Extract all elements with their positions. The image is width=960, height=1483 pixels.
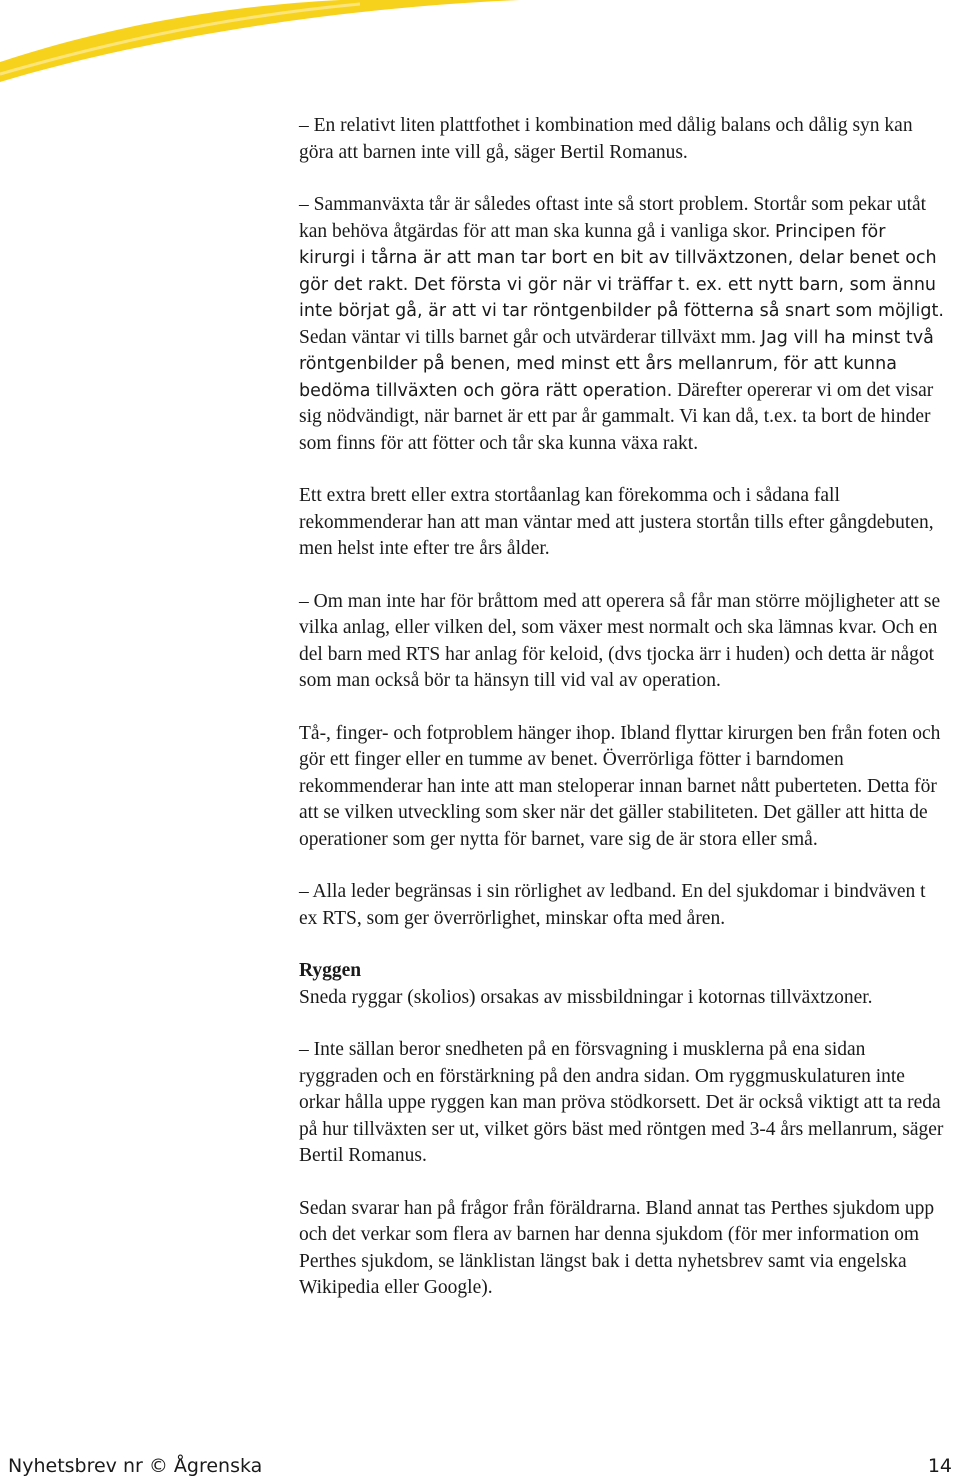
paragraph-1: – En relativt liten plattfothet i kombination med dålig balans och dålig syn kan göra att barnen inte vill gå, säger Bertil Romanus. [299,115,913,163]
footer-publication: Nyhetsbrev nr © Ågrenska [8,1455,263,1477]
paragraph-9: Sedan svarar han på frågor från föräldrarna. Bland annat tas Perthes sjukdom upp och det verkar som flera av barnen har denna sjukdom (för mer information om Perthes sjukdom, se länklistan längst bak i detta nyhetsbrev samt via engelska Wikipedia eller Google). [299,1197,935,1298]
paragraph-3: Ett extra brett eller extra stortåanlag kan förekomma och i sådana fall rekommenderar han att man väntar med att justera stortån tills efter gångdebuten, men helst inte efter tre års ålder. [299,485,934,559]
section-heading-ryggen: Ryggen [299,960,362,981]
page-number: 14 [927,1455,952,1477]
paragraph-2-part-c: Sedan väntar vi tills barnet går och utvärderar tillväxt mm. [299,326,761,348]
paragraph-2-part-a: – Sammanväxta tår är således oftast inte så stort problem. Stortår som pekar utåt kan behöva åtgärdas för att man ska kunna gå i vanliga skor. [299,194,927,242]
paragraph-2-part-d: Jag vill ha minst två röntgenbilder på benen, med minst ett års mellanrum, för att kunna bedöma tillväxten och göra rätt operation. [299,327,934,401]
section-ryggen [299,958,947,1011]
paragraph-2-part-e: Därefter opererar vi om det visar sig nödvändigt, när barnet är ett par år gammalt. Vi kan då, t.ex. ta bort de hinder som finns för att fötter och tår ska kunna växa rakt. [299,379,934,454]
paragraph-2-part-b: Principen för kirurgi i tårna är att man tar bort en bit av tillväxtzonen, delar benet och gör det rakt. Det första vi gör när vi träffar t. ex. ett nytt barn, som ännu inte börjat gå, är att vi tar röntgenbilder på fötterna så snart som möjligt. [299,221,944,321]
section-ryggen-body: Sneda ryggar (skolios) orsakas av missbildningar i kotornas tillväxtzoner. [299,986,873,1008]
paragraph-4: – Om man inte har för bråttom med att operera så får man större möjligheter att se vilka anlag, eller vilken del, som växer mest normalt och ska lämnas kvar. Och en del barn med RTS har anlag för keloid, (dvs tjocka ärr i huden) och detta är något som man också bör ta hänsyn till vid val av operation. [299,590,941,691]
paragraph-5: Tå-, finger- och fotproblem hänger ihop. Ibland flyttar kirurgen ben från foten och gör ett finger eller en tumme av benet. Överrörliga fötter i barndomen rekommenderar han inte att man steloperar innan barnet nått puberteten. Detta för att se vilken utveckling som sker när det gäller stabiliteten. Det gäller att hitta de operationer som ger nytta för barnet, vare sig de är stora eller små. [299,722,941,850]
paragraph-6: – Alla leder begränsas i sin rörlighet av ledband. En del sjukdomar i bindväven t ex RTS, som ger överrörlighet, minskar ofta med åren. [299,881,926,929]
paragraph-2 [299,192,947,457]
yellow-corner-swoosh [0,0,960,90]
article-body [299,113,947,1328]
paragraph-8: – Inte sällan beror snedheten på en försvagning i musklerna på ena sidan ryggraden och en förstärkning på den andra sidan. Om ryggmuskulaturen inte orkar hålla uppe ryggen kan man pröva stödkorsett. Det är också viktigt att ta reda på hur tillväxten ser ut, vilket görs bäst med röntgen med 3-4 års mellanrum, säger Bertil Romanus. [299,1039,944,1166]
